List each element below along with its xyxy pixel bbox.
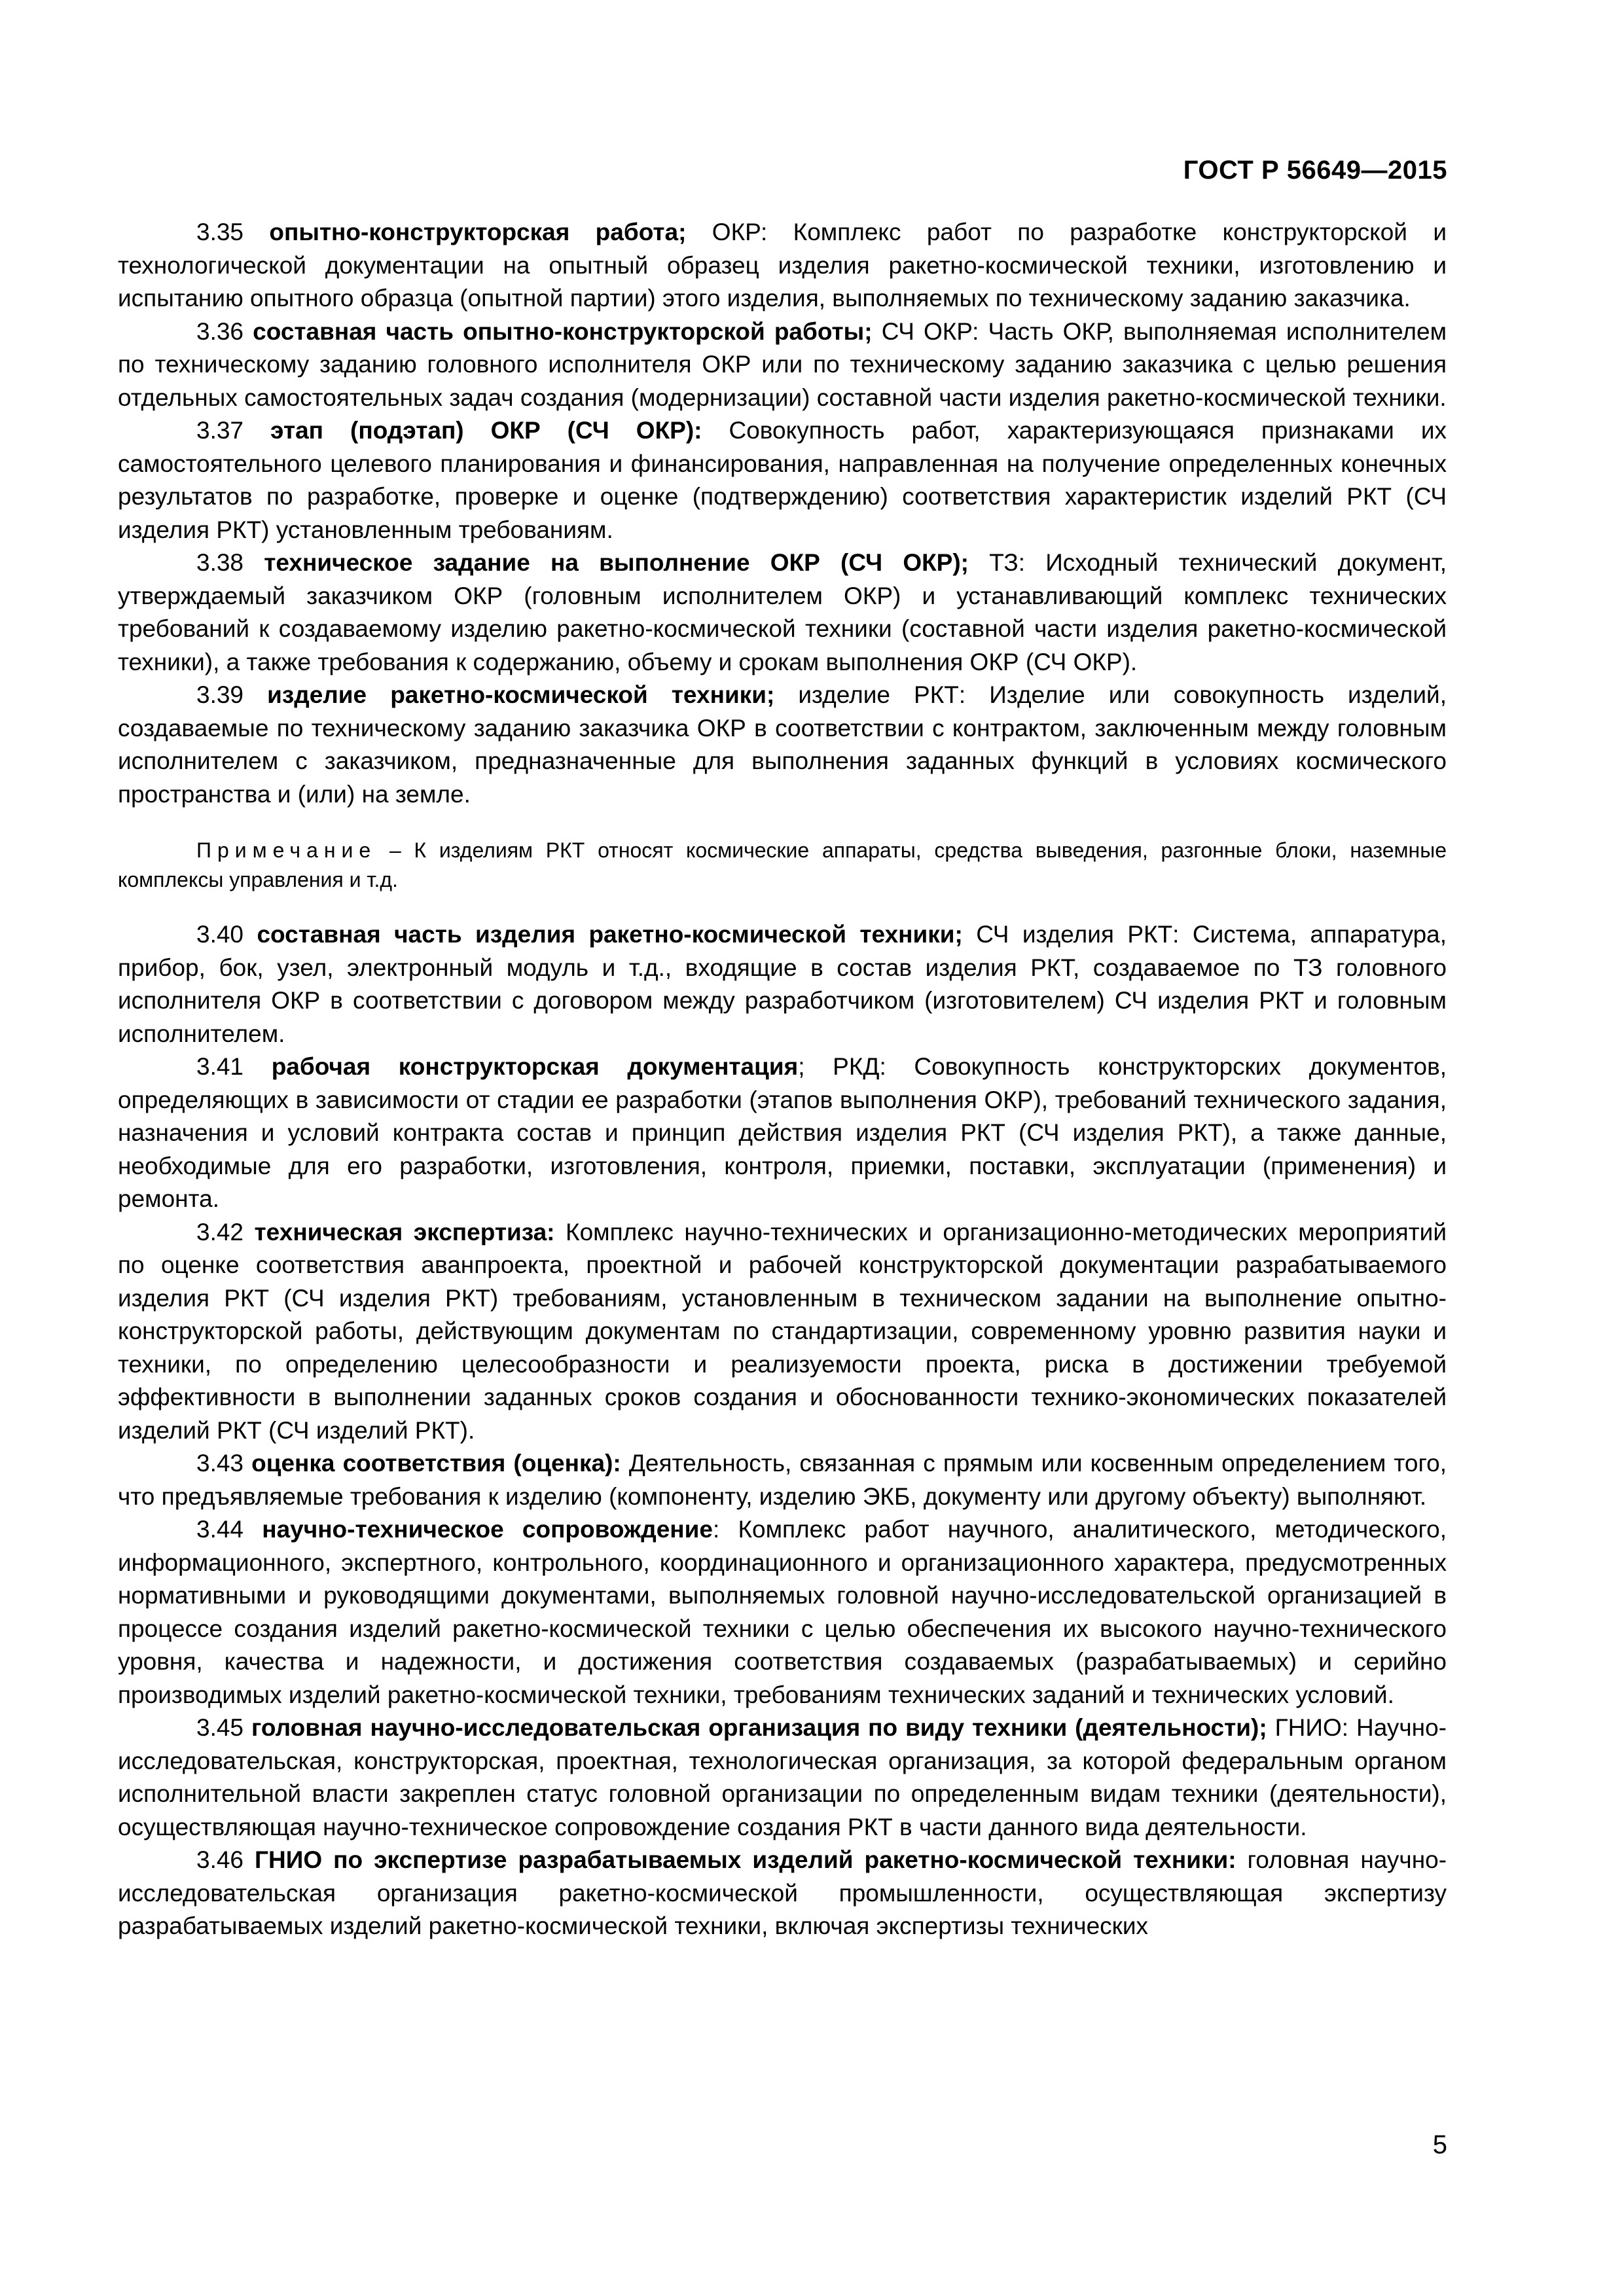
definition-term: опытно-конструкторская работа; <box>269 219 687 245</box>
definition-term: головная научно-исследовательская организация по виду техники (деятельности); <box>251 1714 1267 1741</box>
definition-text: СЧ ОКР: Часть ОКР, выполняемая исполнителем по техническому заданию головного исполнителя ОКР или по техническому заданию заказчика с целью решения отдельных самостоятельных задач создания (модернизации) составной части изделия ракетно-космической техники. <box>118 317 1447 411</box>
definition-number: 3.42 <box>196 1218 244 1246</box>
document-body <box>118 216 1447 1943</box>
definition-text: СЧ изделия РКТ: Система, аппаратура, прибор, бок, узел, электронный модуль и т.д., входящие в состав изделия РКТ, создаваемое по ТЗ головного исполнителя ОКР в соответствии с договором между разработчиком (изготовителем) СЧ изделия РКТ и головным исполнителем. <box>118 921 1447 1047</box>
note-label: Примечание <box>196 838 377 862</box>
definition-number: 3.39 <box>196 681 244 708</box>
definition-number: 3.41 <box>196 1053 244 1080</box>
definition-paragraph <box>118 1712 1447 1844</box>
definition-term: техническое задание на выполнение ОКР (СЧ ОКР); <box>264 549 969 576</box>
definition-paragraph <box>118 216 1447 315</box>
definition-term: научно-техническое сопровождение <box>262 1516 713 1543</box>
definition-term: составная часть опытно-конструкторской работы; <box>253 317 873 345</box>
definition-number: 3.36 <box>196 317 244 345</box>
definition-number: 3.35 <box>196 219 244 245</box>
definition-paragraph <box>118 547 1447 679</box>
definition-term: изделие ракетно-космической техники; <box>267 681 775 708</box>
definition-number: 3.37 <box>196 417 244 444</box>
definition-number: 3.43 <box>196 1450 244 1477</box>
definition-term: рабочая конструкторская документация <box>271 1053 799 1080</box>
definition-text: Совокупность работ, характеризующаяся признаками их самостоятельного целевого планирования и финансирования, направленная на получение определенных конечных результатов по разработке, проверке и оценке (подтверждению) соответствия характеристик изделий РКТ (СЧ изделия РКТ) установленным требованиям. <box>118 417 1447 543</box>
definition-paragraph <box>118 1050 1447 1216</box>
definitions-before-note <box>118 216 1447 811</box>
definition-paragraph <box>118 315 1447 415</box>
definition-term: оценка соответствия (оценка): <box>251 1450 621 1477</box>
definition-term: ГНИО по экспертизе разрабатываемых изделий ракетно-космической техники: <box>255 1846 1236 1873</box>
definition-paragraph <box>118 1216 1447 1448</box>
definition-number: 3.38 <box>196 549 244 576</box>
definition-paragraph <box>118 1447 1447 1513</box>
definitions-after-note <box>118 918 1447 1943</box>
definition-paragraph <box>118 918 1447 1050</box>
definition-text: ОКР: Комплекс работ по разработке конструкторской и технологической документации на опытный образец изделия ракетно-космической техники, изготовлению и испытанию опытного образца (опытной партии) этого изделия, выполняемых по техническому заданию заказчика. <box>118 219 1447 312</box>
note <box>118 836 1447 895</box>
definition-paragraph <box>118 679 1447 811</box>
definition-paragraph <box>118 1844 1447 1943</box>
page-number: 5 <box>1432 2130 1447 2159</box>
definition-text: Деятельность, связанная с прямым или косвенным определением того, что предъявляемые требования к изделию (компоненту, изделию ЭКБ, документу или другому объекту) выполняют. <box>118 1450 1447 1510</box>
definition-term: составная часть изделия ракетно-космической техники; <box>257 921 963 948</box>
document-code: ГОСТ Р 56649—2015 <box>1183 156 1447 185</box>
definition-text: : Комплекс работ научного, аналитического, методического, информационного, экспертного, контрольного, координационного и организационного характера, предусмотренных нормативными и руководящими документами, выполняемых головной научно-исследовательской организацией в процессе создания изделий ракетно-космической техники с целью обеспечения их высокого научно-технического уровня, качества и надежности, и достижения соответствия создаваемых (разрабатываемых) и серийно производимых изделий ракетно-космической техники, требованиям технических заданий и технических условий. <box>118 1516 1447 1708</box>
definition-term: техническая экспертиза: <box>254 1218 555 1246</box>
definition-number: 3.40 <box>196 921 244 948</box>
definition-number: 3.46 <box>196 1846 244 1873</box>
definition-text: головная научно-исследовательская организация ракетно-космической промышленности, осуществляющая экспертизу разрабатываемых изделий ракетно-космической техники, включая экспертизы технических <box>118 1846 1447 1939</box>
definition-text: Комплекс научно-технических и организационно-методических мероприятий по оценке соответствия аванпроекта, проектной и рабочей конструкторской документации разрабатываемого изделия РКТ (СЧ изделия РКТ) требованиям, установленным в техническом задании на выполнение опытно-конструкторской работы, действующим документам по стандартизации, современному уровню развития науки и техники, по определению целесообразности и реализуемости проекта, риска в достижении требуемой эффективности в выполнении заданных сроков создания и обоснованности технико-экономических показателей изделий РКТ (СЧ изделий РКТ). <box>118 1218 1447 1444</box>
definition-text: ГНИО: Научно-исследовательская, конструкторская, проектная, технологическая организация, за которой федеральным органом исполнительной власти закреплен статус головной организации по определенным видам техники (деятельности), осуществляющая научно-техническое сопровождение создания РКТ в части данного вида деятельности. <box>118 1714 1447 1840</box>
definition-text: изделие РКТ: Изделие или совокупность изделий, создаваемые по техническому заданию заказчика ОКР в соответствии с контрактом, заключенным между головным исполнителем с заказчиком, предназначенные для выполнения заданных функций в условиях космического пространства и (или) на земле. <box>118 681 1447 808</box>
note-text: – К изделиям РКТ относят космические аппараты, средства выведения, разгонные блоки, наземные комплексы управления и т.д. <box>118 838 1447 891</box>
definition-text: ТЗ: Исходный технический документ, утверждаемый заказчиком ОКР (головным исполнителем ОКР) и устанавливающий комплекс технических требований к создаваемому изделию ракетно-космической техники (составной части изделия ракетно-космической техники), а также требования к содержанию, объему и срокам выполнения ОКР (СЧ ОКР). <box>118 549 1447 675</box>
definition-term: этап (подэтап) ОКР (СЧ ОКР): <box>270 417 702 444</box>
definition-paragraph <box>118 414 1447 547</box>
definition-number: 3.44 <box>196 1516 244 1543</box>
definition-text: ; РКД: Совокупность конструкторских документов, определяющих в зависимости от стадии ее разработки (этапов выполнения ОКР), требований технического задания, назначения и условий контракта состав и принцип действия изделия РКТ (СЧ изделия РКТ), а также данные, необходимые для его разработки, изготовления, контроля, приемки, поставки, эксплуатации (применения) и ремонта. <box>118 1053 1447 1212</box>
definition-paragraph <box>118 1513 1447 1712</box>
definition-number: 3.45 <box>196 1714 244 1741</box>
